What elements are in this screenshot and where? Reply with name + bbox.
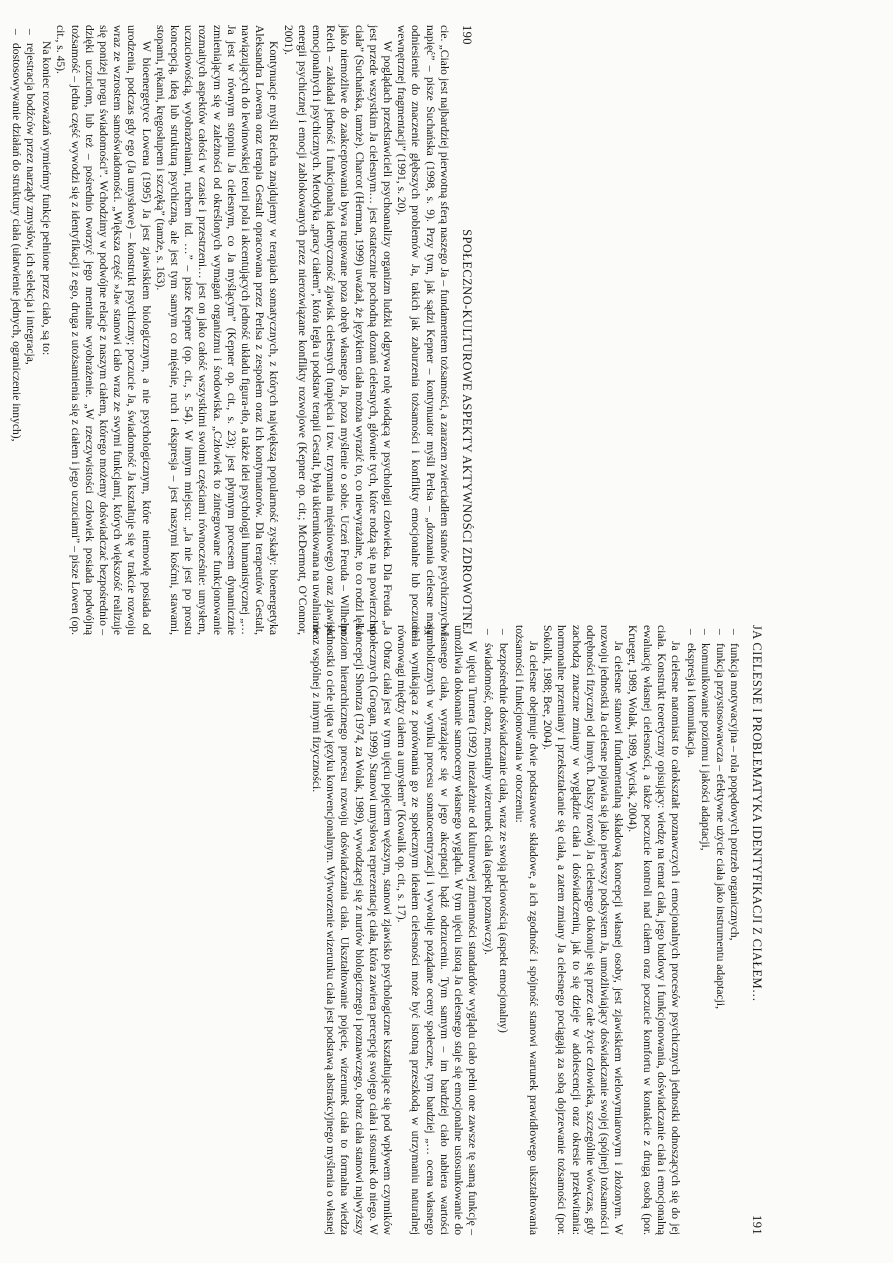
page-number: 191 <box>750 1215 764 1235</box>
component-list <box>481 625 509 1235</box>
paragraph: W ujęciu Turnera (1992) niezależnie od kulturowej zmienności standardów wyglądu ciało pełni one zawsze tę samą funkcję – umożliwia dokonanie samooceny własnego wyglądu. W tym ujęciu istotą Ja cielesnego staje się emocjonalne ustosunkowanie do własnego ciała, wyrażające się w jego akceptacji bądź odrzuceniu. Tym samym – im bardziej ciało nabiera wartości symbolicznych w wyniku procesu somatocentryzacji i wywołuje pożądane oceny społeczne, tym bardziej „… ocena własnego ciała wynikająca z porównania go ze społecznym ideałem cielesności może być istotną przeszkodą w utrzymaniu naturalnej równowagi między ciałem a umysłem” (Kowalik op. cit., s. 17). <box>395 625 480 1235</box>
paragraph: Ja cielesne obejmuje dwie podstawowe składowe, a ich zgodność i spójność stanowi warunek prawidłowego ukształtowania tożsamości i funkcjonowania w otoczeniu: <box>512 625 540 1235</box>
list-item: – komunikowanie poziomu i jakości adaptacji, <box>698 643 712 1235</box>
function-list <box>684 625 741 1235</box>
list-item: – rejestracja bodźców przez narządy zmysłów, ich selekcja i integracja, <box>23 43 37 635</box>
list-item: – funkcja motywacyjna – rola popędowych potrzeb organicznych, <box>727 643 741 1235</box>
list-item: – funkcja przystosowawcza – efektywne użycie ciała jako instrumentu adaptacji, <box>712 643 726 1235</box>
paragraph: W poglądach przedstawicieli psychoanalizy organizm ludzki odgrywa rolę wiodącą w psychologii człowieka. Dla Freuda „Ja jest przede wszystkim Ja cielesnym… jest ostatecznie pochodną doznań cielesnych, głównie tych, które rodzą się na powierzchni ciała” (Suchańska, tamże). Charcot (Herman, 1999) uważał, że językiem ciała można wyrazić to, co niewyrażalne, to co rodzi lęk i jako niemożliwe do zaakceptowania bywa rugowane poza obręb własnego Ja, poza myślenie o sobie. Uczeń Freuda – Wilhelm Reich – zakładał jedność i funkcjonalną identyczność zjawisk cielesnych (napięcia i tzw. trzymania mięśniowego) oraz zjawisk emocjonalnych i psychicznych. Metodyka „pracy ciałem”, która legła u podstaw terapii Gestalt, była ukierunkowana na uwalnianie energii psychicznej i emocji zablokowanych przez nierozwiązane konflikty rozwojowe (Kepner op. cit.; McDermott, O’Connor, 2001). <box>281 25 394 635</box>
page-191 <box>309 625 764 1235</box>
running-head <box>750 625 764 1235</box>
paragraph: cie. „Ciało jest najbardziej pierwotną sferą naszego Ja – fundamentem tożsamości, a zarazem zwierciadłem stanów psychicznych i napięć” – pisze Suchańska (1998, s. 9). Przy tym, jak sądzi Kepner – kontynuator myśli Perlsa – „doznania cielesne mają odniesienie do znaczenie głębszych problemów Ja, takich jak zaburzenia tożsamości i konflikty emocjonalne lub poczucie wewnętrznej fragmentacji” (1991, s. 20). <box>395 25 451 635</box>
paragraph: Na koniec rozważań wymieńmy funkcje pełnione przez ciało, są to: <box>40 41 54 356</box>
paragraph: Obraz ciała jest w tym ujęciu pojęciem węższym, stanowi zjawisko psychologiczne kształtujące się pod wpływem czynników społecznych (Grogan, 1999). Stanowi umysłową reprezentację ciała, która zawiera percepcję swojego ciała i stosunek do niego. W koncepcji Shontza (1974, za Wolak, 1989), wywodzącej się z nurtów biologicznego i poznawczego, obraz ciała stanowi najwyższy poziom hierarchicznego procesu rozwoju doświadczania ciała. Ukształtowanie pojęcie, wizerunek ciała to formalna wiedza jednostki o ciele ujęta w języku konwencjonalnym. Wytworzenie wizerunku ciała jest podstawą abstrakcyjnego myślenia o własnej oraz wspólnej z innymi fizyczności. <box>309 625 394 1235</box>
page-190 <box>9 25 474 635</box>
paragraph: W bioenergetyce Lowena (1995) Ja jest zjawiskiem biologicznym, a nie psychologicznym, które niemowlę posiada od urodzenia, podczas gdy ego (Ja umysłowe) – konstrukt psychiczny; poczucie Ja, świadomość Ja kształtuje się w trakcie rozwoju wraz ze wzrostem samoświadomości. „Większa część »Ja« stanowi ciało wraz ze swymi funkcjami, których większość realizuje się poniżej progu świadomości”. Wchodzimy w podwójne relacje z naszym ciałem, którego możemy doświadczać bezpośrednio – dzięki uczuciom, lub też – pośrednio tworzyć jego mentalne wyobrażenie. „W rzeczywistości człowiek posiada podwójną tożsamość – jedna część wywodzi się z identyfikacji z ego, druga z utożsamienia się z ciałem i jego uczuciami” – pisze Lowen (op. cit., s. 45). <box>54 25 153 635</box>
list-item: – bezpośrednie doświadczanie ciała, wraz ze swoją płciowością (aspekt emocjonalny) <box>495 643 509 1235</box>
page-number: 190 <box>460 25 474 45</box>
list-item: – ekspresja i komunikacja. <box>684 643 698 1235</box>
paragraph: Kontynuacje myśli Reicha znajdujemy w terapiach somatycznych, z których największą popularność zyskały: bioenergetyka Aleksandra Lowena oraz terapia Gestalt opracowana przez Perlsa z zespołem oraz ich kontynuatorów. Dla terapeutów Gestalt, nawiązujących do lewinowskiej teorii pola i akcentujących jedność układu figura-tło, a także idei psychologii humanistycznej „… Ja jest w równym stopniu Ja cielesnym, co Ja myślącym” (Kepner op. cit., s. 23); jest płynnym procesem dynamicznie zmieniającym się w zależności od określonych wymagań organizmu i środowiska. „Człowiek to zintegrowane funkcjonowanie rozmaitych aspektów całości w czasie i przestrzeni… jest on jako całość wszystkimi swoimi częściami równocześnie: umysłem, uczuciowością, wyobrażeniami, ruchem itd. …” – pisze Kepner (op. cit., s. 54). W innym miejscu: „Ja nie jest po prostu koncepcją, ideą lub strukturą psychiczną, ale jest tym samym co mięśnie, ruch i ekspresja – jest naszymi kośćmi, stawami, stopami, rękami, kręgosłupem i szczęką” (tamże, s. 163). <box>153 25 281 635</box>
running-head-title: JA CIELESNE I PROBLEMATYKA IDENTYFIKACJI Z CIAŁEM… <box>750 625 764 1002</box>
list-item: – dostosowywanie działań do struktury ciała (ułatwienie jednych, ograniczenie innych), <box>9 43 23 635</box>
list-item: – świadomość, obraz, mentalny wizerunek ciała (aspekt poznawczy). <box>481 643 495 1235</box>
running-head-title: SPOŁECZNO-KULTUROWE ASPEKTY AKTYWNOŚCI ZDROWOTNEJ <box>460 229 474 635</box>
paragraph: Ja cielesne natomiast to całokształt poznawczych i emocjonalnych procesów psychicznych jednostki odnoszących się do jej ciała. Konstrukt teoretyczny opisujący: wiedzę na temat ciała, jego budowy i funkcjonowania, doświadczanie ciała i emocjonalną ewaluację własnej cielesności, a także poczucie kontroli nad ciałem oraz poczucie komfortu w kontakcie z drugą osobą (por. Krueger, 1989, Wolak, 1989, Wycisk, 2004). <box>626 625 682 1235</box>
running-head <box>460 25 474 635</box>
paragraph: Ja cielesne stanowi fundamentalną składową koncepcji własnej osoby, jest zjawiskiem wielowymiarowym i złożonym. W rozwoju jednostki Ja cielesne pojawia się jako pierwszy podsystem Ja, umożliwiający doświadczanie swojej (spójnej) tożsamości i odrębności fizycznej od innych. Dalszy rozwój Ja cielesnego dokonuje się przez całe życie człowieka, szczególnie wówczas, gdy zachodzą znaczne zmiany w wyglądzie ciała i doświadczeniu, jak to się dzieje w adolescencji oraz okresie przekwitania: hormonalne przemiany i przekształcanie się ciała, a zatem zmiany Ja cielesnego pociągają za sobą dojrzewanie tożsamości (por. Sokolik, 1988; Bee, 2004). <box>541 625 626 1235</box>
function-list <box>9 25 37 635</box>
